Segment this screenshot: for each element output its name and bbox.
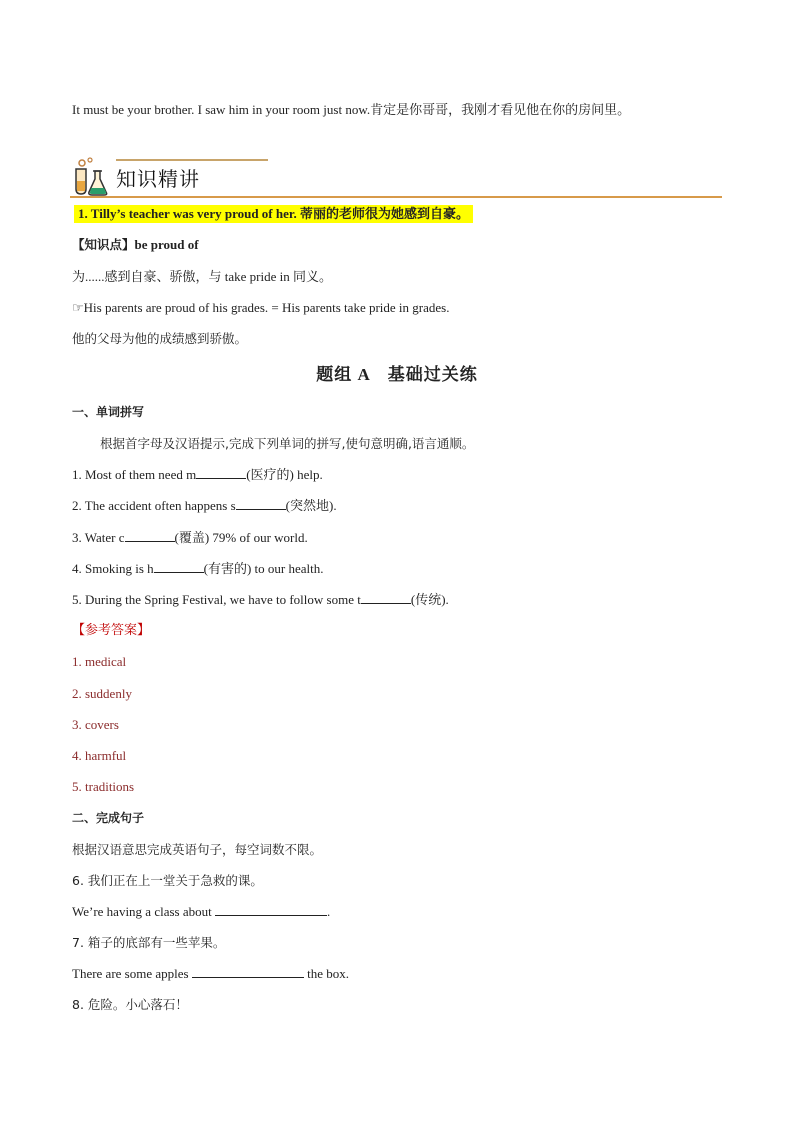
spelling-item-hint: (覆盖) 79% of our world.: [174, 530, 308, 545]
part1-heading: 一、单词拼写: [72, 405, 145, 419]
spelling-item: [72, 560, 324, 578]
answer-blank[interactable]: [215, 903, 327, 916]
key-point-sentence: 1. Tilly’s teacher was very proud of her. 蒂丽的老师很为她感到自豪。: [74, 205, 473, 223]
exercise-group-title: 题组 A 基础过关练: [316, 365, 478, 384]
sentence-start: We’re having a class about: [72, 904, 212, 919]
answer-blank[interactable]: [196, 466, 246, 479]
banner-top-line: [116, 159, 268, 161]
phrase-meaning: 为......感到自豪、骄傲，与 take pride in 同义。: [72, 269, 332, 284]
answer-item: 5. traditions: [72, 779, 135, 794]
answer-key-heading: 【参考答案】: [72, 623, 151, 638]
spelling-item: [72, 466, 323, 484]
knowledge-point: [72, 236, 199, 254]
spelling-item-text: 3. Water c: [72, 530, 125, 545]
sentence-end: the box.: [307, 966, 349, 981]
translation-item-english: [72, 903, 330, 921]
answer-item: 3. covers: [72, 717, 119, 732]
answer-item: 4. harmful: [72, 748, 127, 763]
sentence-start: There are some apples: [72, 966, 189, 981]
answer-item: 1. medical: [72, 654, 127, 669]
knowledge-point-label: 【知识点】: [72, 237, 135, 252]
intro-sentence: It must be your brother. I saw him in your room just now.肯定是你哥哥，我刚才看见他在你的房间里。: [72, 102, 631, 117]
part2-heading: 二、完成句子: [72, 811, 145, 825]
translation-item-chinese: 7. 箱子的底部有一些苹果。: [72, 935, 226, 950]
spelling-item-text: 1. Most of them need m: [72, 467, 197, 482]
answer-blank[interactable]: [236, 497, 286, 510]
spelling-item-hint: (传统).: [410, 592, 449, 607]
spelling-item-hint: (突然地).: [285, 498, 337, 513]
banner-divider: [70, 196, 722, 198]
spelling-item-hint: (医疗的) help.: [246, 467, 323, 482]
spelling-item-text: 2. The accident often happens s: [72, 498, 236, 513]
spelling-item: [72, 591, 449, 609]
answer-blank[interactable]: [125, 529, 175, 542]
spelling-item: [72, 497, 337, 515]
translation-item-chinese: 8. 危险。小心落石！: [72, 997, 188, 1012]
spelling-item-hint: (有害的) to our health.: [203, 561, 324, 576]
part2-instructions: 根据汉语意思完成英语句子，每空词数不限。: [72, 842, 323, 857]
translation-item-english: [72, 965, 349, 983]
spelling-item-text: 5. During the Spring Festival, we have to follow some t: [72, 592, 361, 607]
lab-flask-icon: [70, 157, 110, 197]
translation-item-chinese: 6. 我们正在上一堂关于急救的课。: [72, 873, 263, 888]
sentence-end: .: [326, 904, 331, 919]
spelling-item: [72, 529, 308, 547]
example-english: ☞His parents are proud of his grades. = His parents take pride in grades.: [72, 300, 450, 315]
part1-instructions: 根据首字母及汉语提示,完成下列单词的拼写,使句意明确,语言通顺。: [100, 436, 475, 451]
spelling-item-text: 4. Smoking is h: [72, 561, 154, 576]
section-title: 知识精讲: [116, 167, 200, 191]
answer-blank[interactable]: [361, 591, 411, 604]
answer-blank[interactable]: [192, 965, 304, 978]
answer-item: 2. suddenly: [72, 686, 132, 701]
knowledge-point-phrase: be proud of: [134, 237, 199, 252]
section-banner: [70, 155, 722, 201]
example-chinese: 他的父母为他的成绩感到骄傲。: [72, 331, 248, 346]
answer-blank[interactable]: [154, 560, 204, 573]
